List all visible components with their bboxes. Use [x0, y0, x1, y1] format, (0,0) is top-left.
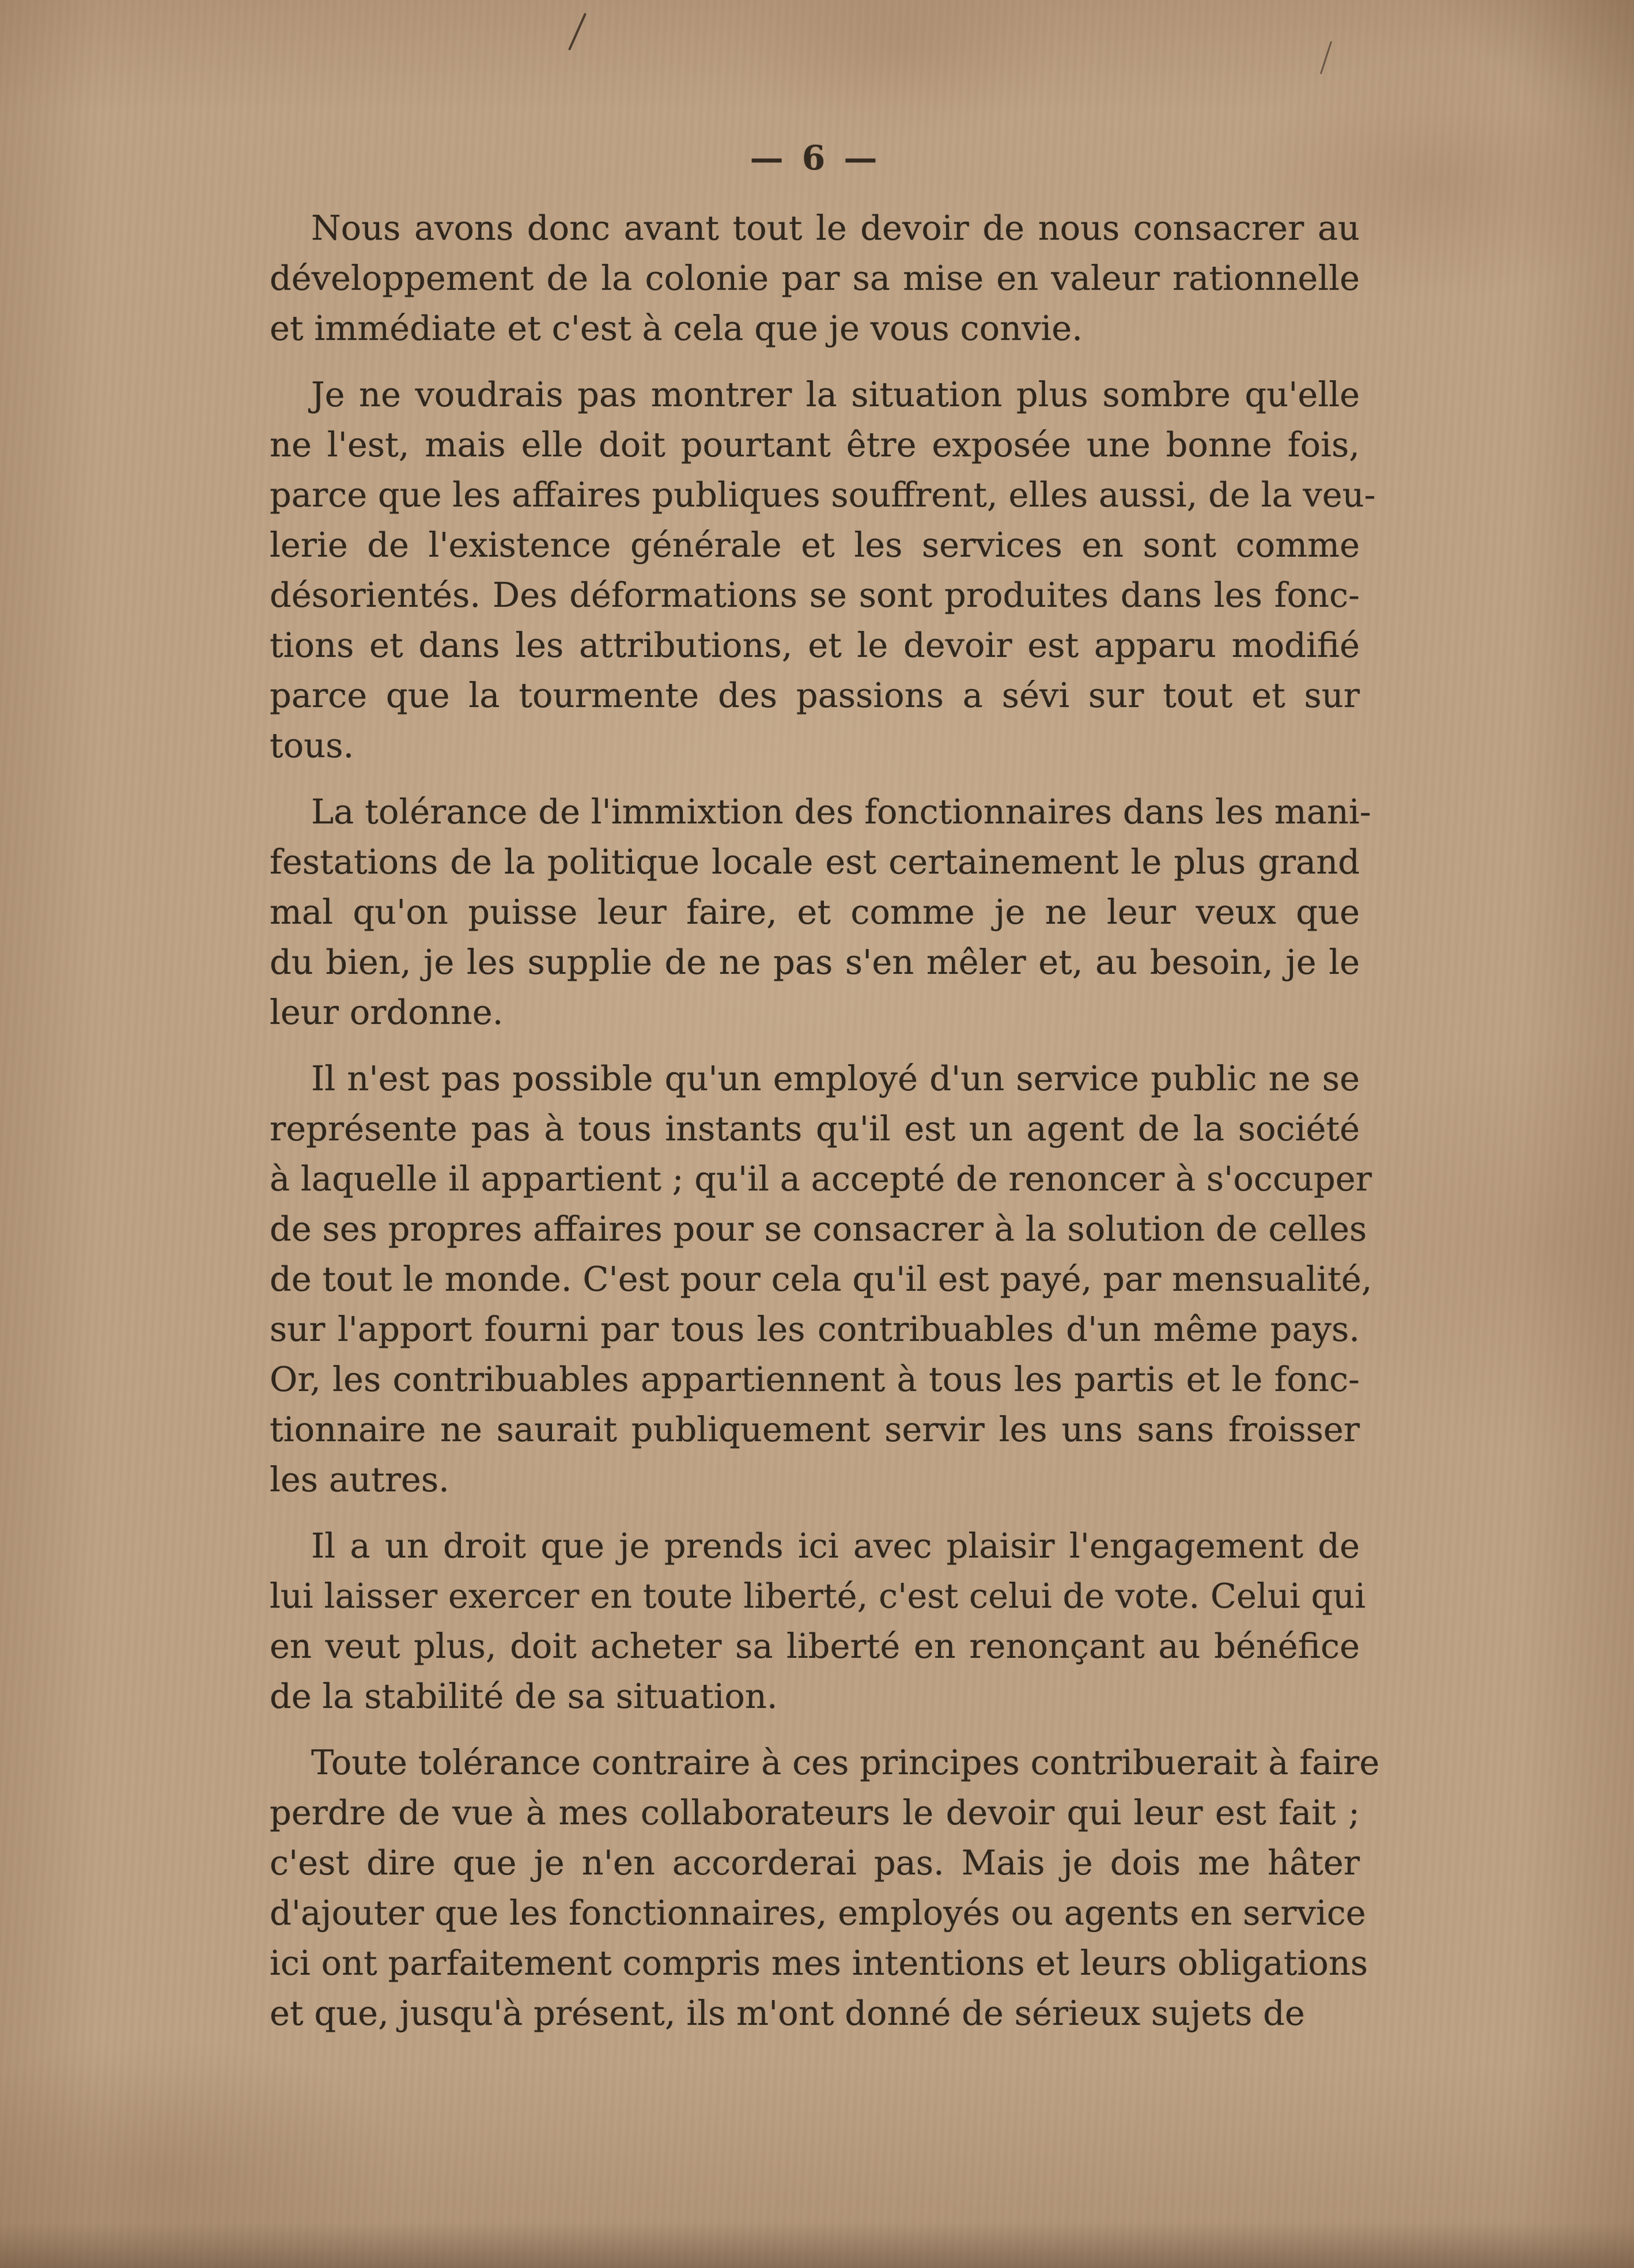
paragraph-6 [270, 1737, 1380, 2038]
paragraph-1 [270, 203, 1360, 353]
text-line: et que, jusqu'à présent, ils m'ont donné de sérieux sujets de [270, 1993, 1305, 2033]
text-line: leur ordonne. [270, 992, 504, 1032]
text-line: du bien, je les supplie de ne pas s'en mêler et, au besoin, je le [270, 942, 1360, 982]
text-line: Or, les contribuables appartiennent à tous les partis et le fonc- [270, 1359, 1360, 1399]
text-line: tionnaire ne saurait publiquement servir les uns sans froisser [270, 1409, 1360, 1449]
text-line: à laquelle il appartient ; qu'il a accepté de renoncer à s'occuper [270, 1159, 1372, 1199]
paragraph-3 [270, 787, 1371, 1037]
text-line: parce que les affaires publiques souffrent, elles aussi, de la veu- [270, 475, 1376, 515]
text-line: parce que la tourmente des passions a sévi sur tout et sur tous. [270, 675, 1360, 765]
text-line: d'ajouter que les fonctionnaires, employés ou agents en service [270, 1893, 1366, 1933]
text-line: ici ont parfaitement compris mes intentions et leurs obligations [270, 1943, 1368, 1983]
text-line: Toute tolérance contraire à ces principes contribuerait à faire [311, 1742, 1380, 1782]
text-line: perdre de vue à mes collaborateurs le devoir qui leur est fait ; [270, 1793, 1360, 1832]
text-line: Il n'est pas possible qu'un employé d'un service public ne se [311, 1059, 1360, 1098]
paragraph-4 [270, 1053, 1372, 1505]
text-line: c'est dire que je n'en accorderai pas. Mais je dois me hâter [270, 1843, 1360, 1883]
text-line: Nous avons donc avant tout le devoir de nous consacrer au [311, 208, 1360, 248]
text-line: festations de la politique locale est certainement le plus grand [270, 842, 1360, 882]
text-line: lui laisser exercer en toute liberté, c'est celui de vote. Celui qui [270, 1576, 1366, 1616]
paragraph-5 [270, 1521, 1366, 1721]
paper-crease [1427, 0, 1634, 219]
scan-artifact-hair [568, 13, 587, 51]
text-line: de la stabilité de sa situation. [270, 1676, 778, 1716]
text-line: développement de la colonie par sa mise en valeur rationnelle [270, 258, 1360, 298]
text-line: et immédiate et c'est à cela que je vous convie. [270, 308, 1083, 348]
text-line: représente pas à tous instants qu'il est un agent de la société [270, 1109, 1360, 1148]
text-line: de ses propres affaires pour se consacrer à la solution de celles [270, 1209, 1367, 1249]
text-line: désorientés. Des déformations se sont produites dans les fonc- [270, 575, 1360, 615]
text-line: lerie de l'existence générale et les services en sont comme [270, 525, 1360, 565]
text-line: ne l'est, mais elle doit pourtant être exposée une bonne fois, [270, 425, 1360, 464]
page-number: — 6 — [750, 138, 881, 177]
text-line: Il a un droit que je prends ici avec plaisir l'engagement de [311, 1526, 1360, 1566]
text-line: sur l'apport fourni par tous les contribuables d'un même pays. [270, 1309, 1360, 1349]
paragraph-2 [270, 369, 1376, 770]
scan-artifact-hair [1320, 41, 1332, 74]
text-line: La tolérance de l'immixtion des fonctionnaires dans les mani- [311, 792, 1371, 831]
text-line: Je ne voudrais pas montrer la situation plus sombre qu'elle [311, 375, 1360, 414]
text-line: mal qu'on puisse leur faire, et comme je ne leur veux que [270, 892, 1360, 932]
text-line: les autres. [270, 1460, 449, 1499]
text-line: de tout le monde. C'est pour cela qu'il est payé, par mensualité, [270, 1259, 1372, 1299]
text-line: tions et dans les attributions, et le devoir est apparu modifié [270, 625, 1360, 665]
text-line: en veut plus, doit acheter sa liberté en renonçant au bénéfice [270, 1626, 1360, 1666]
text-block [270, 203, 1380, 2054]
